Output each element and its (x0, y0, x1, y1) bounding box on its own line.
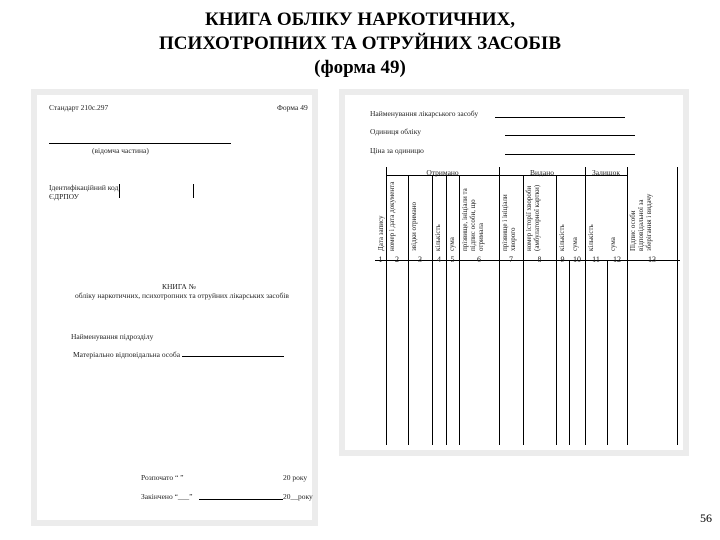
column-number: 7 (509, 255, 513, 264)
column-number: 8 (537, 255, 542, 264)
edrpou-label: Ідентифікаційний код ЄДРПОУ (49, 183, 119, 201)
group-header-balance: Залишок (591, 168, 621, 177)
column-number: 5 (450, 255, 455, 264)
title-line-1: КНИГА ОБЛІКУ НАРКОТИЧНИХ, (205, 9, 515, 30)
group-header-issued: Видано (530, 168, 554, 177)
slide-title (0, 8, 720, 80)
column-header: Дата запису (377, 215, 385, 251)
column-header: сума (448, 237, 456, 251)
responsible-label: Матеріально відповідальна особа (73, 350, 181, 359)
column-divider (607, 260, 608, 445)
column-header: кількість (587, 224, 595, 251)
form-cover-page (37, 95, 312, 520)
price-label: Ціна за одиницю (370, 146, 424, 155)
column-number: 10 (573, 255, 581, 264)
column-divider (386, 167, 387, 445)
unit-label: Найменування підрозділу (71, 332, 154, 341)
title-line-3: (форма 49) (314, 57, 406, 78)
column-number: 4 (437, 255, 441, 264)
org-caption: (відомча частина) (92, 146, 149, 155)
column-header: сума (571, 237, 579, 251)
column-divider (556, 175, 557, 445)
column-header: номер історії хвороби (амбулаторної картки) (525, 184, 541, 251)
column-header: прізвище, ініціали та підпис особи, що отримала (461, 188, 485, 251)
column-divider (585, 167, 586, 445)
column-header: кількість (558, 224, 566, 251)
column-number: 2 (395, 255, 399, 264)
column-header: Підпис особи відповідальної за зберігання і видачу (629, 193, 653, 251)
standard-label: Стандарт 210с.297 (49, 103, 109, 112)
slide-number: 56 (700, 511, 712, 525)
started-label: Розпочато “ ” (141, 473, 184, 482)
column-number: 9 (560, 255, 565, 264)
finished-label: Закінчено “___” (141, 492, 193, 501)
finished-year: 20__року (283, 492, 313, 501)
started-year: 20 року (283, 473, 308, 482)
title-line-2: ПСИХОТРОПНИХ ТА ОТРУЙНИХ ЗАСОБІВ (158, 33, 562, 54)
column-number: 11 (592, 255, 600, 264)
column-divider (569, 260, 570, 445)
column-divider (499, 167, 500, 445)
column-divider (408, 175, 409, 445)
unit-label: Одиниця обліку (370, 127, 422, 136)
column-header: звідки отримано (410, 201, 418, 251)
column-divider (523, 175, 524, 445)
column-number: 13 (648, 255, 656, 264)
column-number: 3 (418, 255, 422, 264)
book-title: КНИГА № (162, 282, 196, 291)
column-divider (677, 167, 678, 445)
drug-name-label: Найменування лікарського засобу (370, 109, 479, 118)
column-header: прізвище і ініціали хворого (501, 194, 517, 251)
column-divider (459, 175, 460, 445)
column-number: 1 (378, 255, 383, 264)
form-table-page (345, 95, 683, 450)
column-divider (432, 175, 433, 445)
form-label: Форма 49 (277, 103, 308, 112)
column-divider (627, 167, 628, 445)
column-number: 6 (477, 255, 481, 264)
column-header: номер і дата документа (388, 181, 396, 251)
group-header-received: Отримано (426, 168, 459, 177)
column-header: кількість (434, 224, 442, 251)
column-number: 12 (613, 255, 621, 264)
column-header: сума (609, 237, 617, 251)
column-divider (446, 175, 447, 445)
book-subtitle: обліку наркотичних, психотропних та отруйних лікарських засобів (75, 291, 289, 300)
